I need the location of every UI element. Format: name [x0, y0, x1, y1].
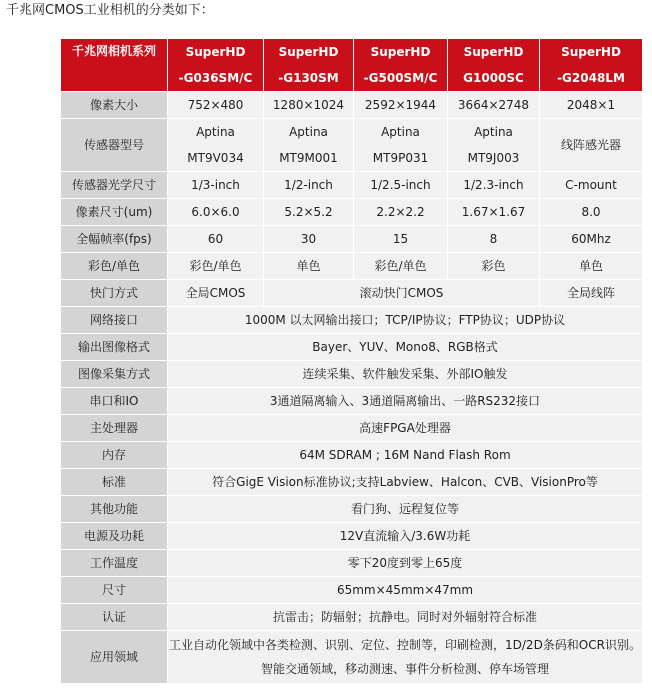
table-row	[61, 199, 643, 226]
table-cell: 符合GigE Vision标准协议;支持Labview、Halcon、CVB、VisionPro等	[168, 469, 643, 496]
table-cell: 3664×2748	[448, 92, 540, 119]
table-cell: 线阵感光器	[540, 119, 643, 172]
table-cell: 1/2.3-inch	[448, 172, 540, 199]
row-label: 图像采集方式	[61, 361, 168, 388]
table-cell: 1280×1024	[264, 92, 354, 119]
table-cell: 连续采集、软件触发采集、外部IO触发	[168, 361, 643, 388]
table-cell: 1000M 以太网输出接口；TCP/IP协议；FTP协议；UDP协议	[168, 307, 643, 334]
table-cell: C-mount	[540, 172, 643, 199]
table-row	[61, 388, 643, 415]
table-cell: 8.0	[540, 199, 643, 226]
table-row	[61, 604, 643, 631]
row-label: 内存	[61, 442, 168, 469]
model-header: SuperHD G1000SC	[448, 39, 540, 92]
table-cell: 全局线阵	[540, 280, 643, 307]
table-cell: 1/2-inch	[264, 172, 354, 199]
table-cell: 单色	[264, 253, 354, 280]
row-label: 全幅帧率(fps)	[61, 226, 168, 253]
table-row	[61, 469, 643, 496]
row-label: 串口和IO	[61, 388, 168, 415]
table-row	[61, 226, 643, 253]
row-label: 标准	[61, 469, 168, 496]
model-header: SuperHD -G2048LM	[540, 39, 643, 92]
table-cell: 彩色	[448, 253, 540, 280]
table-cell: 滚动快门CMOS	[264, 280, 540, 307]
row-label: 认证	[61, 604, 168, 631]
row-label: 尺寸	[61, 577, 168, 604]
table-cell: 彩色/单色	[168, 253, 264, 280]
table-cell: 彩色/单色	[354, 253, 448, 280]
table-row	[61, 253, 643, 280]
table-cell: 12V直流输入/3.6W功耗	[168, 523, 643, 550]
table-cell: 752×480	[168, 92, 264, 119]
table-cell: 60Mhz	[540, 226, 643, 253]
table-row	[61, 172, 643, 199]
table-cell: 5.2×5.2	[264, 199, 354, 226]
model-header: SuperHD -G036SM/C	[168, 39, 264, 92]
table-cell: 60	[168, 226, 264, 253]
model-header: SuperHD -G130SM	[264, 39, 354, 92]
table-row	[61, 92, 643, 119]
table-cell: 零下20度到零上65度	[168, 550, 643, 577]
table-cell: 高速FPGA处理器	[168, 415, 643, 442]
row-label: 其他功能	[61, 496, 168, 523]
row-label: 输出图像格式	[61, 334, 168, 361]
table-cell: 2.2×2.2	[354, 199, 448, 226]
table-cell: 单色	[540, 253, 643, 280]
table-cell: Aptina MT9M001	[264, 119, 354, 172]
table-cell: 1/3-inch	[168, 172, 264, 199]
page-heading: 千兆网CMOS工业相机的分类如下：	[6, 3, 214, 18]
table-cell: 1.67×1.67	[448, 199, 540, 226]
table-cell: 工业自动化领域中各类检测、识别、定位、控制等，印刷检测，1D/2D条码和OCR识别。 智能交通领域，移动测速、事件分析检测、停车场管理	[168, 631, 643, 684]
row-label: 传感器型号	[61, 119, 168, 172]
table-row	[61, 631, 643, 684]
row-label: 像素尺寸(um)	[61, 199, 168, 226]
table-cell: 15	[354, 226, 448, 253]
table-row	[61, 119, 643, 172]
table-cell: Aptina MT9P031	[354, 119, 448, 172]
model-header: SuperHD -G500SM/C	[354, 39, 448, 92]
table-cell: 抗雷击；防辐射；抗静电。同时对外辐射符合标准	[168, 604, 643, 631]
spec-table	[60, 38, 643, 684]
table-row	[61, 442, 643, 469]
table-cell: 全局CMOS	[168, 280, 264, 307]
table-cell: 8	[448, 226, 540, 253]
table-row	[61, 307, 643, 334]
row-label: 快门方式	[61, 280, 168, 307]
table-cell: 2592×1944	[354, 92, 448, 119]
table-cell: 64M SDRAM ; 16M Nand Flash Rom	[168, 442, 643, 469]
row-label: 传感器光学尺寸	[61, 172, 168, 199]
table-row	[61, 496, 643, 523]
table-cell: 65mm×45mm×47mm	[168, 577, 643, 604]
table-cell: Aptina MT9J003	[448, 119, 540, 172]
table-cell: 30	[264, 226, 354, 253]
table-row	[61, 577, 643, 604]
row-label: 网络接口	[61, 307, 168, 334]
row-label: 像素大小	[61, 92, 168, 119]
row-label: 电源及功耗	[61, 523, 168, 550]
table-cell: Bayer、YUV、Mono8、RGB格式	[168, 334, 643, 361]
table-cell: Aptina MT9V034	[168, 119, 264, 172]
table-row	[61, 280, 643, 307]
table-cell: 3通道隔离输入、3通道隔离输出、一路RS232接口	[168, 388, 643, 415]
table-cell: 2048×1	[540, 92, 643, 119]
row-label: 主处理器	[61, 415, 168, 442]
table-row	[61, 361, 643, 388]
table-cell: 看门狗、远程复位等	[168, 496, 643, 523]
table-cell: 1/2.5-inch	[354, 172, 448, 199]
row-label: 彩色/单色	[61, 253, 168, 280]
table-cell: 6.0×6.0	[168, 199, 264, 226]
series-header: 千兆网相机系列	[61, 39, 168, 92]
table-row	[61, 523, 643, 550]
row-label: 工作温度	[61, 550, 168, 577]
header-row	[61, 39, 643, 92]
table-row	[61, 550, 643, 577]
row-label: 应用领域	[61, 631, 168, 684]
table-row	[61, 334, 643, 361]
table-row	[61, 415, 643, 442]
